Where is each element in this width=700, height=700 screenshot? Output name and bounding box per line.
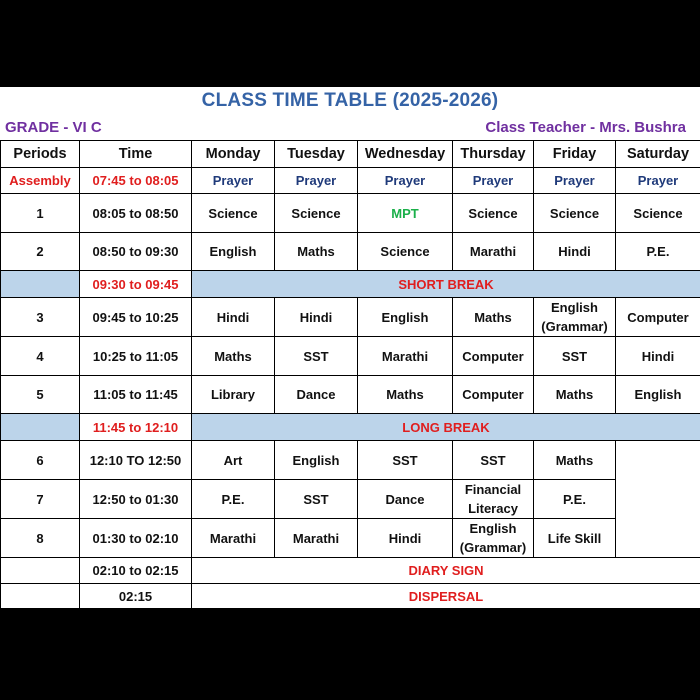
period-time: 08:05 to 08:50 xyxy=(80,194,192,233)
subject-cell: Life Skill xyxy=(534,519,616,558)
assembly-cell: Prayer xyxy=(192,168,275,194)
subject-cell: Science xyxy=(192,194,275,233)
subject-cell: Library xyxy=(192,376,275,414)
grade-label: GRADE - VI C xyxy=(5,119,102,136)
period-number: 7 xyxy=(1,480,80,519)
period-time: 09:45 to 10:25 xyxy=(80,298,192,337)
short-break-label: SHORT BREAK xyxy=(192,271,700,298)
subject-cell: Maths xyxy=(192,337,275,376)
subject-cell: Dance xyxy=(358,480,453,519)
page-title: CLASS TIME TABLE (2025-2026) xyxy=(201,90,499,111)
subject-cell: Maths xyxy=(275,233,358,271)
period-time: 01:30 to 02:10 xyxy=(80,519,192,558)
period-number: 3 xyxy=(1,298,80,337)
assembly-cell: Prayer xyxy=(358,168,453,194)
subject-cell: Computer xyxy=(453,376,534,414)
subject-cell: Hindi xyxy=(358,519,453,558)
period-number: 2 xyxy=(1,233,80,271)
dispersal-time: 02:15 xyxy=(80,584,192,609)
header-cell: Friday xyxy=(534,141,616,168)
empty-cell xyxy=(1,558,80,584)
subject-cell: Science xyxy=(358,233,453,271)
subject-cell: Art xyxy=(192,441,275,480)
subject-cell: SST xyxy=(275,480,358,519)
long-break-label: LONG BREAK xyxy=(192,414,700,441)
period-row xyxy=(1,480,700,519)
period-row xyxy=(1,376,700,414)
subject-cell: SST xyxy=(358,441,453,480)
assembly-label: Assembly xyxy=(1,168,80,194)
subject-cell: English (Grammar) xyxy=(453,519,534,558)
period-row xyxy=(1,233,700,271)
header-cell: Wednesday xyxy=(358,141,453,168)
subject-cell: Maths xyxy=(358,376,453,414)
subject-cell: P.E. xyxy=(534,480,616,519)
diary-sign-row xyxy=(1,558,700,584)
subject-cell: Science xyxy=(616,194,700,233)
period-time: 12:10 TO 12:50 xyxy=(80,441,192,480)
subject-cell: Marathi xyxy=(453,233,534,271)
empty-cell xyxy=(1,584,80,609)
subject-cell: Computer xyxy=(453,337,534,376)
subject-cell: Hindi xyxy=(275,298,358,337)
period-row xyxy=(1,298,700,337)
subject-cell: Marathi xyxy=(275,519,358,558)
diary-sign-time: 02:10 to 02:15 xyxy=(80,558,192,584)
subject-cell: Maths xyxy=(534,441,616,480)
subject-cell: Marathi xyxy=(192,519,275,558)
subject-cell: P.E. xyxy=(616,233,700,271)
period-number: 4 xyxy=(1,337,80,376)
subject-cell: Marathi xyxy=(358,337,453,376)
subject-cell: P.E. xyxy=(192,480,275,519)
timetable xyxy=(0,140,700,608)
subject-cell: Dance xyxy=(275,376,358,414)
period-time: 11:05 to 11:45 xyxy=(80,376,192,414)
subject-cell: SST xyxy=(453,441,534,480)
period-row xyxy=(1,194,700,233)
period-row xyxy=(1,519,700,558)
period-row xyxy=(1,337,700,376)
assembly-row xyxy=(1,168,700,194)
header-cell: Time xyxy=(80,141,192,168)
break-empty-cell xyxy=(1,271,80,298)
class-teacher-label: Class Teacher - Mrs. Bushra xyxy=(485,119,686,136)
period-number: 1 xyxy=(1,194,80,233)
assembly-cell: Prayer xyxy=(616,168,700,194)
assembly-cell: Prayer xyxy=(534,168,616,194)
period-time: 08:50 to 09:30 xyxy=(80,233,192,271)
saturday-empty-cell xyxy=(616,441,700,558)
period-time: 10:25 to 11:05 xyxy=(80,337,192,376)
subject-cell: Science xyxy=(275,194,358,233)
header-cell: Periods xyxy=(1,141,80,168)
subject-cell: SST xyxy=(534,337,616,376)
short-break-row xyxy=(1,271,700,298)
break-empty-cell xyxy=(1,414,80,441)
header-cell: Saturday xyxy=(616,141,700,168)
period-time: 12:50 to 01:30 xyxy=(80,480,192,519)
subject-cell: Science xyxy=(534,194,616,233)
subject-cell: English xyxy=(616,376,700,414)
header-cell: Tuesday xyxy=(275,141,358,168)
subject-cell: Hindi xyxy=(534,233,616,271)
subject-cell: Maths xyxy=(534,376,616,414)
short-break-time: 09:30 to 09:45 xyxy=(80,271,192,298)
subject-cell: Computer xyxy=(616,298,700,337)
subject-cell: English xyxy=(192,233,275,271)
timetable-sheet xyxy=(0,87,700,608)
subject-cell: Hindi xyxy=(616,337,700,376)
subject-cell: Science xyxy=(453,194,534,233)
subject-cell: English xyxy=(275,441,358,480)
long-break-row xyxy=(1,414,700,441)
dispersal-row xyxy=(1,584,700,609)
period-row xyxy=(1,441,700,480)
subject-cell: Maths xyxy=(453,298,534,337)
assembly-cell: Prayer xyxy=(275,168,358,194)
assembly-cell: Prayer xyxy=(453,168,534,194)
diary-sign-label: DIARY SIGN xyxy=(192,558,700,584)
subject-cell: Financial Literacy xyxy=(453,480,534,519)
period-number: 8 xyxy=(1,519,80,558)
header-cell: Monday xyxy=(192,141,275,168)
subject-cell: SST xyxy=(275,337,358,376)
assembly-time: 07:45 to 08:05 xyxy=(80,168,192,194)
period-number: 6 xyxy=(1,441,80,480)
header-cell: Thursday xyxy=(453,141,534,168)
dispersal-label: DISPERSAL xyxy=(192,584,700,609)
subject-cell: MPT xyxy=(358,194,453,233)
subject-cell: English xyxy=(358,298,453,337)
period-number: 5 xyxy=(1,376,80,414)
header-row xyxy=(1,141,700,168)
long-break-time: 11:45 to 12:10 xyxy=(80,414,192,441)
subject-cell: English (Grammar) xyxy=(534,298,616,337)
subject-cell: Hindi xyxy=(192,298,275,337)
